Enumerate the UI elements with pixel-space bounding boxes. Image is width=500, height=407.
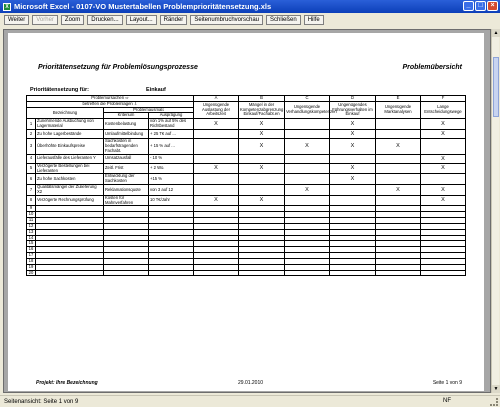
- layout-button[interactable]: Layout...: [126, 15, 157, 25]
- table-row: [27, 130, 466, 139]
- page-header-left: Prioritätensetzung für Problemlösungsprozesse: [38, 64, 198, 71]
- cause-mark-cell: X: [330, 130, 376, 139]
- cause-mark-cell: [239, 185, 285, 196]
- row-number: 3: [27, 139, 36, 154]
- cause-mark-cell: X: [376, 139, 421, 154]
- problems-header: betreffen die Problemlagen ⇩: [27, 101, 194, 107]
- cause-mark-cell: [376, 174, 421, 185]
- row-number: 17: [27, 253, 36, 259]
- row-number: 20: [27, 270, 36, 276]
- cause-mark-cell: X: [285, 185, 330, 196]
- cause-mark-cell: [285, 130, 330, 139]
- priority-value: Einkauf: [146, 87, 166, 93]
- excel-app-icon: X: [3, 3, 11, 11]
- cause-letter: A: [194, 96, 239, 102]
- previous-page-button[interactable]: Vorher: [32, 15, 58, 25]
- cause-mark-cell: [194, 185, 239, 196]
- cause-mark-cell: X: [421, 119, 466, 130]
- row-number: 8: [27, 195, 36, 206]
- preview-area: [3, 29, 491, 393]
- cause-letter: D: [330, 96, 376, 102]
- scroll-down-icon[interactable]: ▼: [493, 386, 499, 392]
- maximize-icon[interactable]: □: [475, 1, 486, 11]
- cause-letter: C: [285, 96, 330, 102]
- cause-mark-cell: [285, 119, 330, 130]
- cause-mark-cell: X: [376, 185, 421, 196]
- row-number: 11: [27, 218, 36, 224]
- problem-name: Zu hohe Sachkosten: [36, 174, 104, 185]
- window-controls: [463, 1, 498, 11]
- cause-mark-cell: [421, 139, 466, 154]
- cause-mark-cell: X: [194, 195, 239, 206]
- cause-mark-cell: [239, 174, 285, 185]
- table-row: [27, 270, 466, 276]
- cause-letter: B: [239, 96, 285, 102]
- row-number: 4: [27, 154, 36, 163]
- cause-mark-cell: X: [239, 139, 285, 154]
- row-number: 16: [27, 247, 36, 253]
- row-number: 10: [27, 212, 36, 218]
- cause-mark-cell: [285, 154, 330, 163]
- cause-mark-cell: X: [239, 195, 285, 206]
- cause-mark-cell: [376, 154, 421, 163]
- cause-mark-cell: [285, 270, 330, 276]
- preview-page: [8, 33, 484, 391]
- problem-value: + 15 % auf ...: [149, 139, 194, 154]
- cause-text: Ungenügende Verhandlungskompetenzen: [285, 101, 330, 118]
- close-preview-button[interactable]: Schließen: [266, 15, 301, 25]
- cause-mark-cell: [194, 154, 239, 163]
- scroll-thumb[interactable]: [493, 57, 499, 117]
- causes-header: Problemursachen ⇨: [27, 96, 194, 102]
- problem-name: Lieferausfälle des Lieferanten Y: [36, 154, 104, 163]
- minimize-icon[interactable]: _: [463, 1, 474, 11]
- footer-date: 29.01.2010: [238, 380, 264, 386]
- problem-value: von 3 auf 12: [149, 185, 194, 196]
- cause-mark-cell: X: [239, 163, 285, 174]
- cause-mark-cell: [376, 163, 421, 174]
- priority-label: Prioritätensetzung für:: [30, 87, 89, 93]
- row-number: 19: [27, 264, 36, 270]
- cause-text: Ungenügendes Führungsverhalten im Einkauf: [330, 101, 376, 118]
- extent-header: Problemausmaß: [104, 107, 194, 113]
- cause-mark-cell: [285, 174, 330, 185]
- cause-mark-cell: [421, 270, 466, 276]
- problem-name: Zunehmende Ausbuchung von Lagermaterial: [36, 119, 104, 130]
- vertical-scrollbar[interactable]: [491, 29, 499, 393]
- window-title: Microsoft Excel - 0107-VO Mustertabellen Problemprioritätensetzung.xls: [14, 2, 272, 11]
- page-header-right: Problemübersicht: [402, 64, 462, 71]
- cause-mark-cell: [421, 174, 466, 185]
- problem-name: Qualitätsmängel der Zulieferung X2: [36, 185, 104, 196]
- cause-mark-cell: X: [421, 154, 466, 163]
- value-header: Ausprägung: [149, 113, 194, 119]
- problem-criterion: Reklamationsquote: [104, 185, 149, 196]
- problem-criterion: Entwicklung der Sachkosten: [104, 174, 149, 185]
- cause-mark-cell: X: [194, 119, 239, 130]
- cause-text: Lange Entscheidungswege: [421, 101, 466, 118]
- problem-name: Zu hohe Lagerbestände: [36, 130, 104, 139]
- row-number: 12: [27, 223, 36, 229]
- page-break-preview-button[interactable]: Seitenumbruchvorschau: [190, 15, 263, 25]
- cause-mark-cell: X: [421, 163, 466, 174]
- cause-mark-cell: [330, 185, 376, 196]
- cause-text: Ungenügende Auslastung der Arbeitszeit: [194, 101, 239, 118]
- title-bar: [0, 0, 500, 13]
- cause-letter: F: [421, 96, 466, 102]
- row-number: 7: [27, 185, 36, 196]
- problem-criterion: Kosten für Mahnverfahren: [104, 195, 149, 206]
- close-icon[interactable]: ×: [487, 1, 498, 11]
- criterion-header: Kriterium: [104, 113, 149, 119]
- print-preview-toolbar: [0, 13, 500, 27]
- row-number: 14: [27, 235, 36, 241]
- cause-mark-cell: X: [194, 163, 239, 174]
- problem-criterion: [104, 270, 149, 276]
- cause-mark-cell: X: [330, 139, 376, 154]
- problem-criterion: Zeitl. Frist: [104, 163, 149, 174]
- cause-text: Ungenügende Marktanalysen: [376, 101, 421, 118]
- problem-criterion: Sachkosten in bedarfstragenden Fachabt.: [104, 139, 149, 154]
- row-number: 13: [27, 229, 36, 235]
- designation-header: Bezeichnung: [27, 107, 104, 119]
- cause-mark-cell: [376, 270, 421, 276]
- cause-mark-cell: X: [421, 195, 466, 206]
- cause-mark-cell: X: [239, 119, 285, 130]
- row-number: 15: [27, 241, 36, 247]
- table-row: [27, 119, 466, 130]
- cause-mark-cell: [285, 195, 330, 206]
- status-text: Seitenansicht: Seite 1 von 9: [4, 398, 79, 405]
- cause-mark-cell: X: [239, 130, 285, 139]
- cause-mark-cell: [285, 163, 330, 174]
- cause-mark-cell: [194, 174, 239, 185]
- resize-grip-icon[interactable]: [490, 398, 498, 406]
- row-number: 5: [27, 163, 36, 174]
- print-button[interactable]: Drucken...: [87, 15, 122, 25]
- cause-mark-cell: X: [285, 139, 330, 154]
- table-row: [27, 139, 466, 154]
- problem-criterion: Kostenbelastung: [104, 119, 149, 130]
- cause-mark-cell: X: [330, 163, 376, 174]
- cause-mark-cell: [330, 154, 376, 163]
- row-number: 18: [27, 258, 36, 264]
- next-page-button[interactable]: Weiter: [4, 15, 29, 25]
- problem-name: Überhöhte Einkaufspreise: [36, 139, 104, 154]
- problem-criterion: Umlaufmittelbindung: [104, 130, 149, 139]
- table-row: [27, 185, 466, 196]
- cause-mark-cell: [376, 130, 421, 139]
- cause-mark-cell: X: [421, 130, 466, 139]
- footer-project: Projekt: Ihre Bezeichnung: [36, 380, 98, 386]
- problem-value: + 25 T€ auf ...: [149, 130, 194, 139]
- row-number: 9: [27, 206, 36, 212]
- cause-mark-cell: [194, 139, 239, 154]
- cause-mark-cell: [376, 195, 421, 206]
- row-number: 1: [27, 119, 36, 130]
- cause-mark-cell: X: [330, 174, 376, 185]
- cause-mark-cell: [239, 270, 285, 276]
- row-number: 2: [27, 130, 36, 139]
- problem-criterion: Umsatzausfall: [104, 154, 149, 163]
- help-button[interactable]: Hilfe: [304, 15, 324, 25]
- problem-value: 10 T€/Jahr: [149, 195, 194, 206]
- cause-letter: E: [376, 96, 421, 102]
- table-row: [27, 154, 466, 163]
- problem-value: - 10 %: [149, 154, 194, 163]
- cause-mark-cell: [376, 119, 421, 130]
- footer-page: Seite 1 von 9: [432, 380, 462, 386]
- problem-name: [36, 270, 104, 276]
- table-row: [27, 174, 466, 185]
- problem-value: von 1% auf 5% des Richtbestand: [149, 119, 194, 130]
- scroll-up-icon[interactable]: ▲: [493, 30, 499, 36]
- status-mode: NF: [443, 398, 451, 404]
- problem-name: Verzögerte Bestellungen bei Lieferanten: [36, 163, 104, 174]
- problem-table: [26, 95, 466, 276]
- cause-mark-cell: [330, 195, 376, 206]
- status-bar: [0, 395, 500, 407]
- margins-button[interactable]: Ränder: [160, 15, 188, 25]
- problem-value: [149, 270, 194, 276]
- problem-name: Verzögerte Rechnungsprüfung: [36, 195, 104, 206]
- cause-mark-cell: [330, 270, 376, 276]
- table-row: [27, 163, 466, 174]
- zoom-button[interactable]: Zoom: [61, 15, 84, 25]
- cause-mark-cell: [194, 130, 239, 139]
- cause-text: Mängel in der Kompetenzabgrenzung Einkauf/Fachabt.en: [239, 101, 285, 118]
- cause-mark-cell: [194, 270, 239, 276]
- cause-mark-cell: [239, 154, 285, 163]
- cause-mark-cell: X: [421, 185, 466, 196]
- row-number: 6: [27, 174, 36, 185]
- problem-value: + 2 Wo.: [149, 163, 194, 174]
- problem-value: +15 %: [149, 174, 194, 185]
- cause-mark-cell: X: [330, 119, 376, 130]
- table-row: [27, 195, 466, 206]
